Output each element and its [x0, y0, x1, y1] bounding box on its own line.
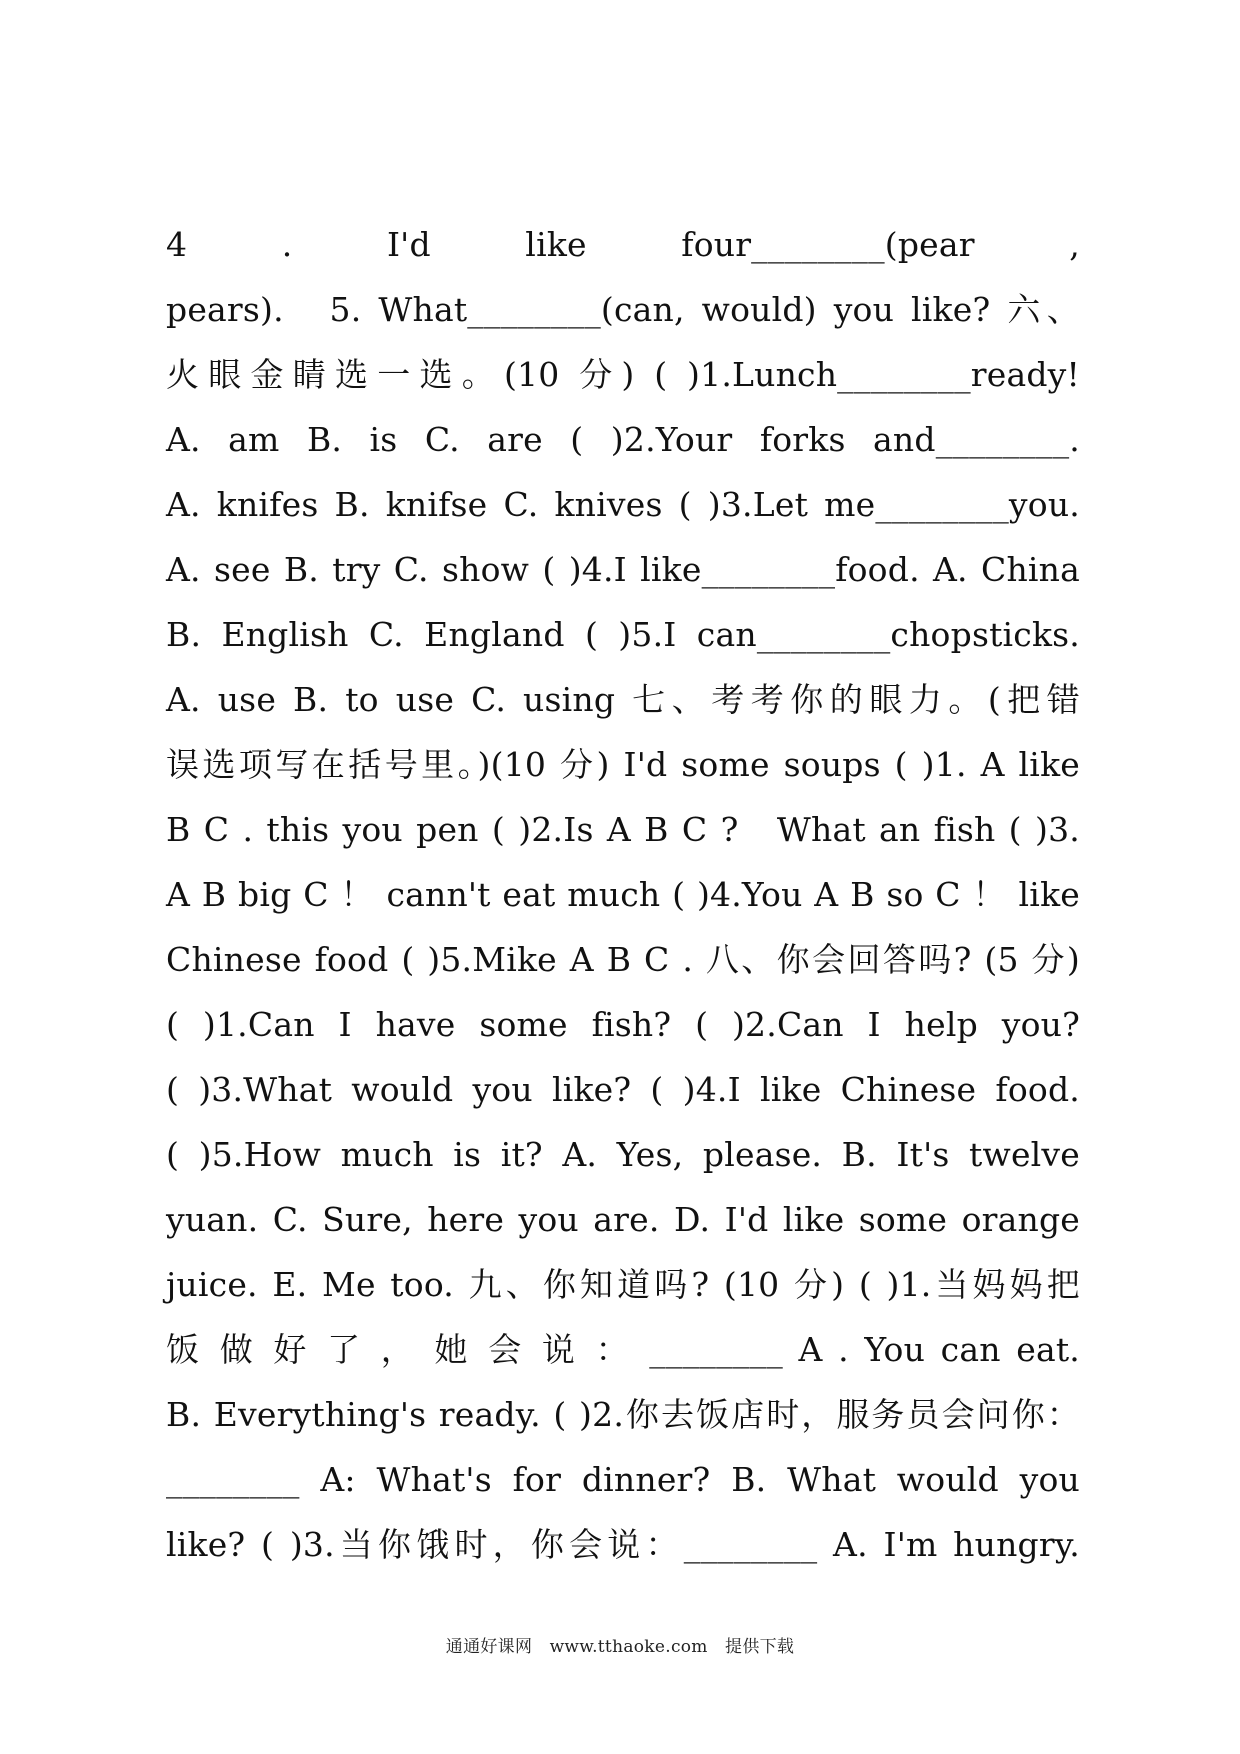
text-line: ________ A: What's for dinner? B. What would you — [166, 1460, 1080, 1499]
text-line: A. am B. is C. are ( )2.Your forks and________. — [166, 420, 1080, 459]
text-line: Chinese food ( )5.Mike A B C . 八、你会回答吗? (5 分) — [166, 940, 1080, 979]
text-line: pears). 5. What________(can, would) you like? 六、 — [166, 290, 1080, 329]
text-line: A B big C ！ cann't eat much ( )4.You A B so C ！ like — [166, 875, 1080, 914]
text-line: A. use B. to use C. using 七、考考你的眼力。(把错 — [166, 680, 1080, 719]
text-line: ( )5.How much is it? A. Yes, please. B. It's twelve — [166, 1135, 1080, 1174]
text-line: A. knifes B. knifse C. knives ( )3.Let me________you. — [166, 485, 1080, 524]
text-line: B. Everything's ready. ( )2.你去饭店时，服务员会问你： — [166, 1395, 1080, 1434]
text-line: yuan. C. Sure, here you are. D. I'd like some orange — [166, 1200, 1080, 1239]
text-line: juice. E. Me too. 九、你知道吗? (10 分) ( )1.当妈妈把 — [166, 1265, 1080, 1304]
text-line: A. see B. try C. show ( )4.I like________food. A. China — [166, 550, 1080, 589]
text-line: 误选项写在括号里。)(10 分) I'd some soups ( )1. A like — [166, 745, 1080, 784]
text-line: ( )1.Can I have some fish? ( )2.Can I help you? — [166, 1005, 1080, 1044]
text-line: 4 . I'd like four________(pear , — [166, 225, 1080, 264]
text-line: B. English C. England ( )5.I can________chopsticks. — [166, 615, 1080, 654]
page-footer: 通通好课网 www.tthaoke.com 提供下载 — [445, 1637, 795, 1657]
text-line: 饭 做 好 了 ， 她 会 说 ： ________ A . You can eat. — [166, 1330, 1080, 1369]
worksheet-body — [166, 212, 1080, 1577]
text-line: 火眼金睛选一选。(10 分) ( )1.Lunch________ready! — [166, 355, 1080, 394]
text-line: ( )3.What would you like? ( )4.I like Chinese food. — [166, 1070, 1080, 1109]
text-line: B C . this you pen ( )2.Is A B C ? What an fish ( )3. — [166, 810, 1080, 849]
text-line: like? ( )3.当你饿时，你会说：________ A. I'm hungry. — [166, 1525, 1080, 1564]
